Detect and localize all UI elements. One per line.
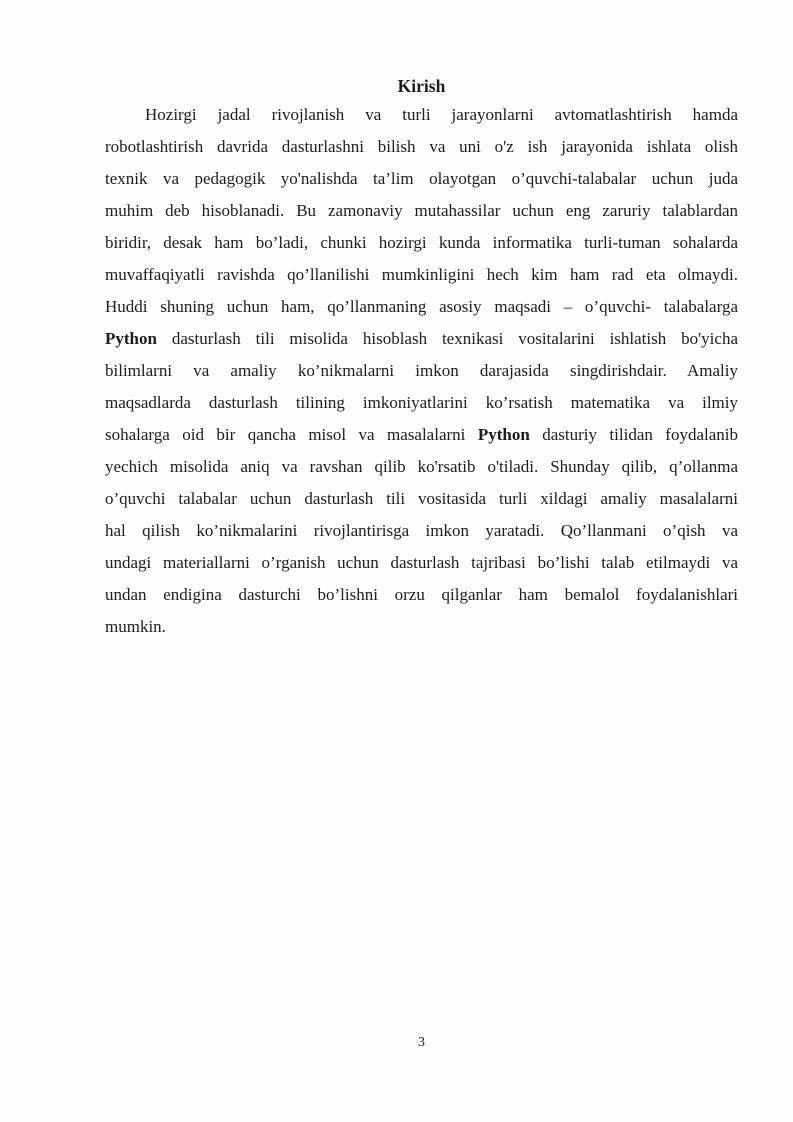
page-number: 3 (418, 1035, 425, 1050)
text-line (105, 131, 738, 163)
text-line (105, 579, 738, 611)
text-line (105, 99, 738, 131)
text-line (105, 419, 738, 451)
bold-keyword: Python (105, 329, 157, 348)
body-text: o’quvchi talabalar uchun dasturlash tili vositasida turli xildagi amaliy masalalarni (105, 489, 738, 508)
paragraph (105, 99, 738, 643)
body-text: yechich misolida aniq va ravshan qilib ko'rsatib o'tiladi. Shunday qilib, q’ollanma (105, 457, 738, 476)
text-line (105, 355, 738, 387)
body-text: muvaffaqiyatli ravishda qo’llanilishi mumkinligini hech kim ham rad eta olmaydi. (105, 265, 738, 284)
text-line (105, 483, 738, 515)
body-text: undagi materiallarni o’rganish uchun dasturlash tajribasi bo’lishi talab etilmaydi va (105, 553, 738, 572)
text-line (105, 547, 738, 579)
body-text: maqsadlarda dasturlash tilining imkoniyatlarini ko’rsatish matematika va ilmiy (105, 393, 738, 412)
body-text: sohalarga oid bir qancha misol va masalalarni (105, 425, 478, 444)
body-text: hal qilish ko’nikmalarini rivojlantirisga imkon yaratadi. Qo’llanmani o’qish va (105, 521, 738, 540)
body-text: undan endigina dasturchi bo’lishni orzu qilganlar ham bemalol foydalanishlari (105, 585, 738, 604)
body-text: dasturlash tili misolida hisoblash texnikasi vositalarini ishlatish bo'yicha (156, 329, 738, 348)
body-text: dasturiy tilidan foydalanib (529, 425, 738, 444)
body-text: mumkin. (105, 617, 166, 636)
text-line (105, 323, 738, 355)
text-line (105, 515, 738, 547)
text-line (105, 387, 738, 419)
body-text: robotlashtirish davrida dasturlashni bilish va uni o'z ish jarayonida ishlata olish (105, 137, 738, 156)
text-line (105, 163, 738, 195)
text-block (105, 74, 738, 643)
text-line (105, 451, 738, 483)
section-title: Kirish (397, 76, 446, 96)
body-text: texnik va pedagogik yo'nalishda ta’lim olayotgan o’quvchi-talabalar uchun juda (105, 169, 738, 188)
text-line (105, 195, 738, 227)
text-line (105, 227, 738, 259)
body-text: muhim deb hisoblanadi. Bu zamonaviy mutahassilar uchun eng zaruriy talablardan (105, 201, 738, 220)
body-text: biridir, desak ham bo’ladi, chunki hozirgi kunda informatika turli-tuman sohalarda (105, 233, 738, 252)
bold-keyword: Python (477, 425, 530, 444)
body-text: Huddi shuning uchun ham, qo’llanmaning asosiy maqsadi – o’quvchi- talabalarga (105, 297, 738, 316)
text-line (105, 259, 738, 291)
text-line (105, 291, 738, 323)
body-text: Hozirgi jadal rivojlanish va turli jarayonlarni avtomatlashtirish hamda (145, 105, 738, 124)
body-text: bilimlarni va amaliy ko’nikmalarni imkon darajasida singdirishdair. Amaliy (105, 361, 738, 380)
text-line (105, 611, 738, 643)
